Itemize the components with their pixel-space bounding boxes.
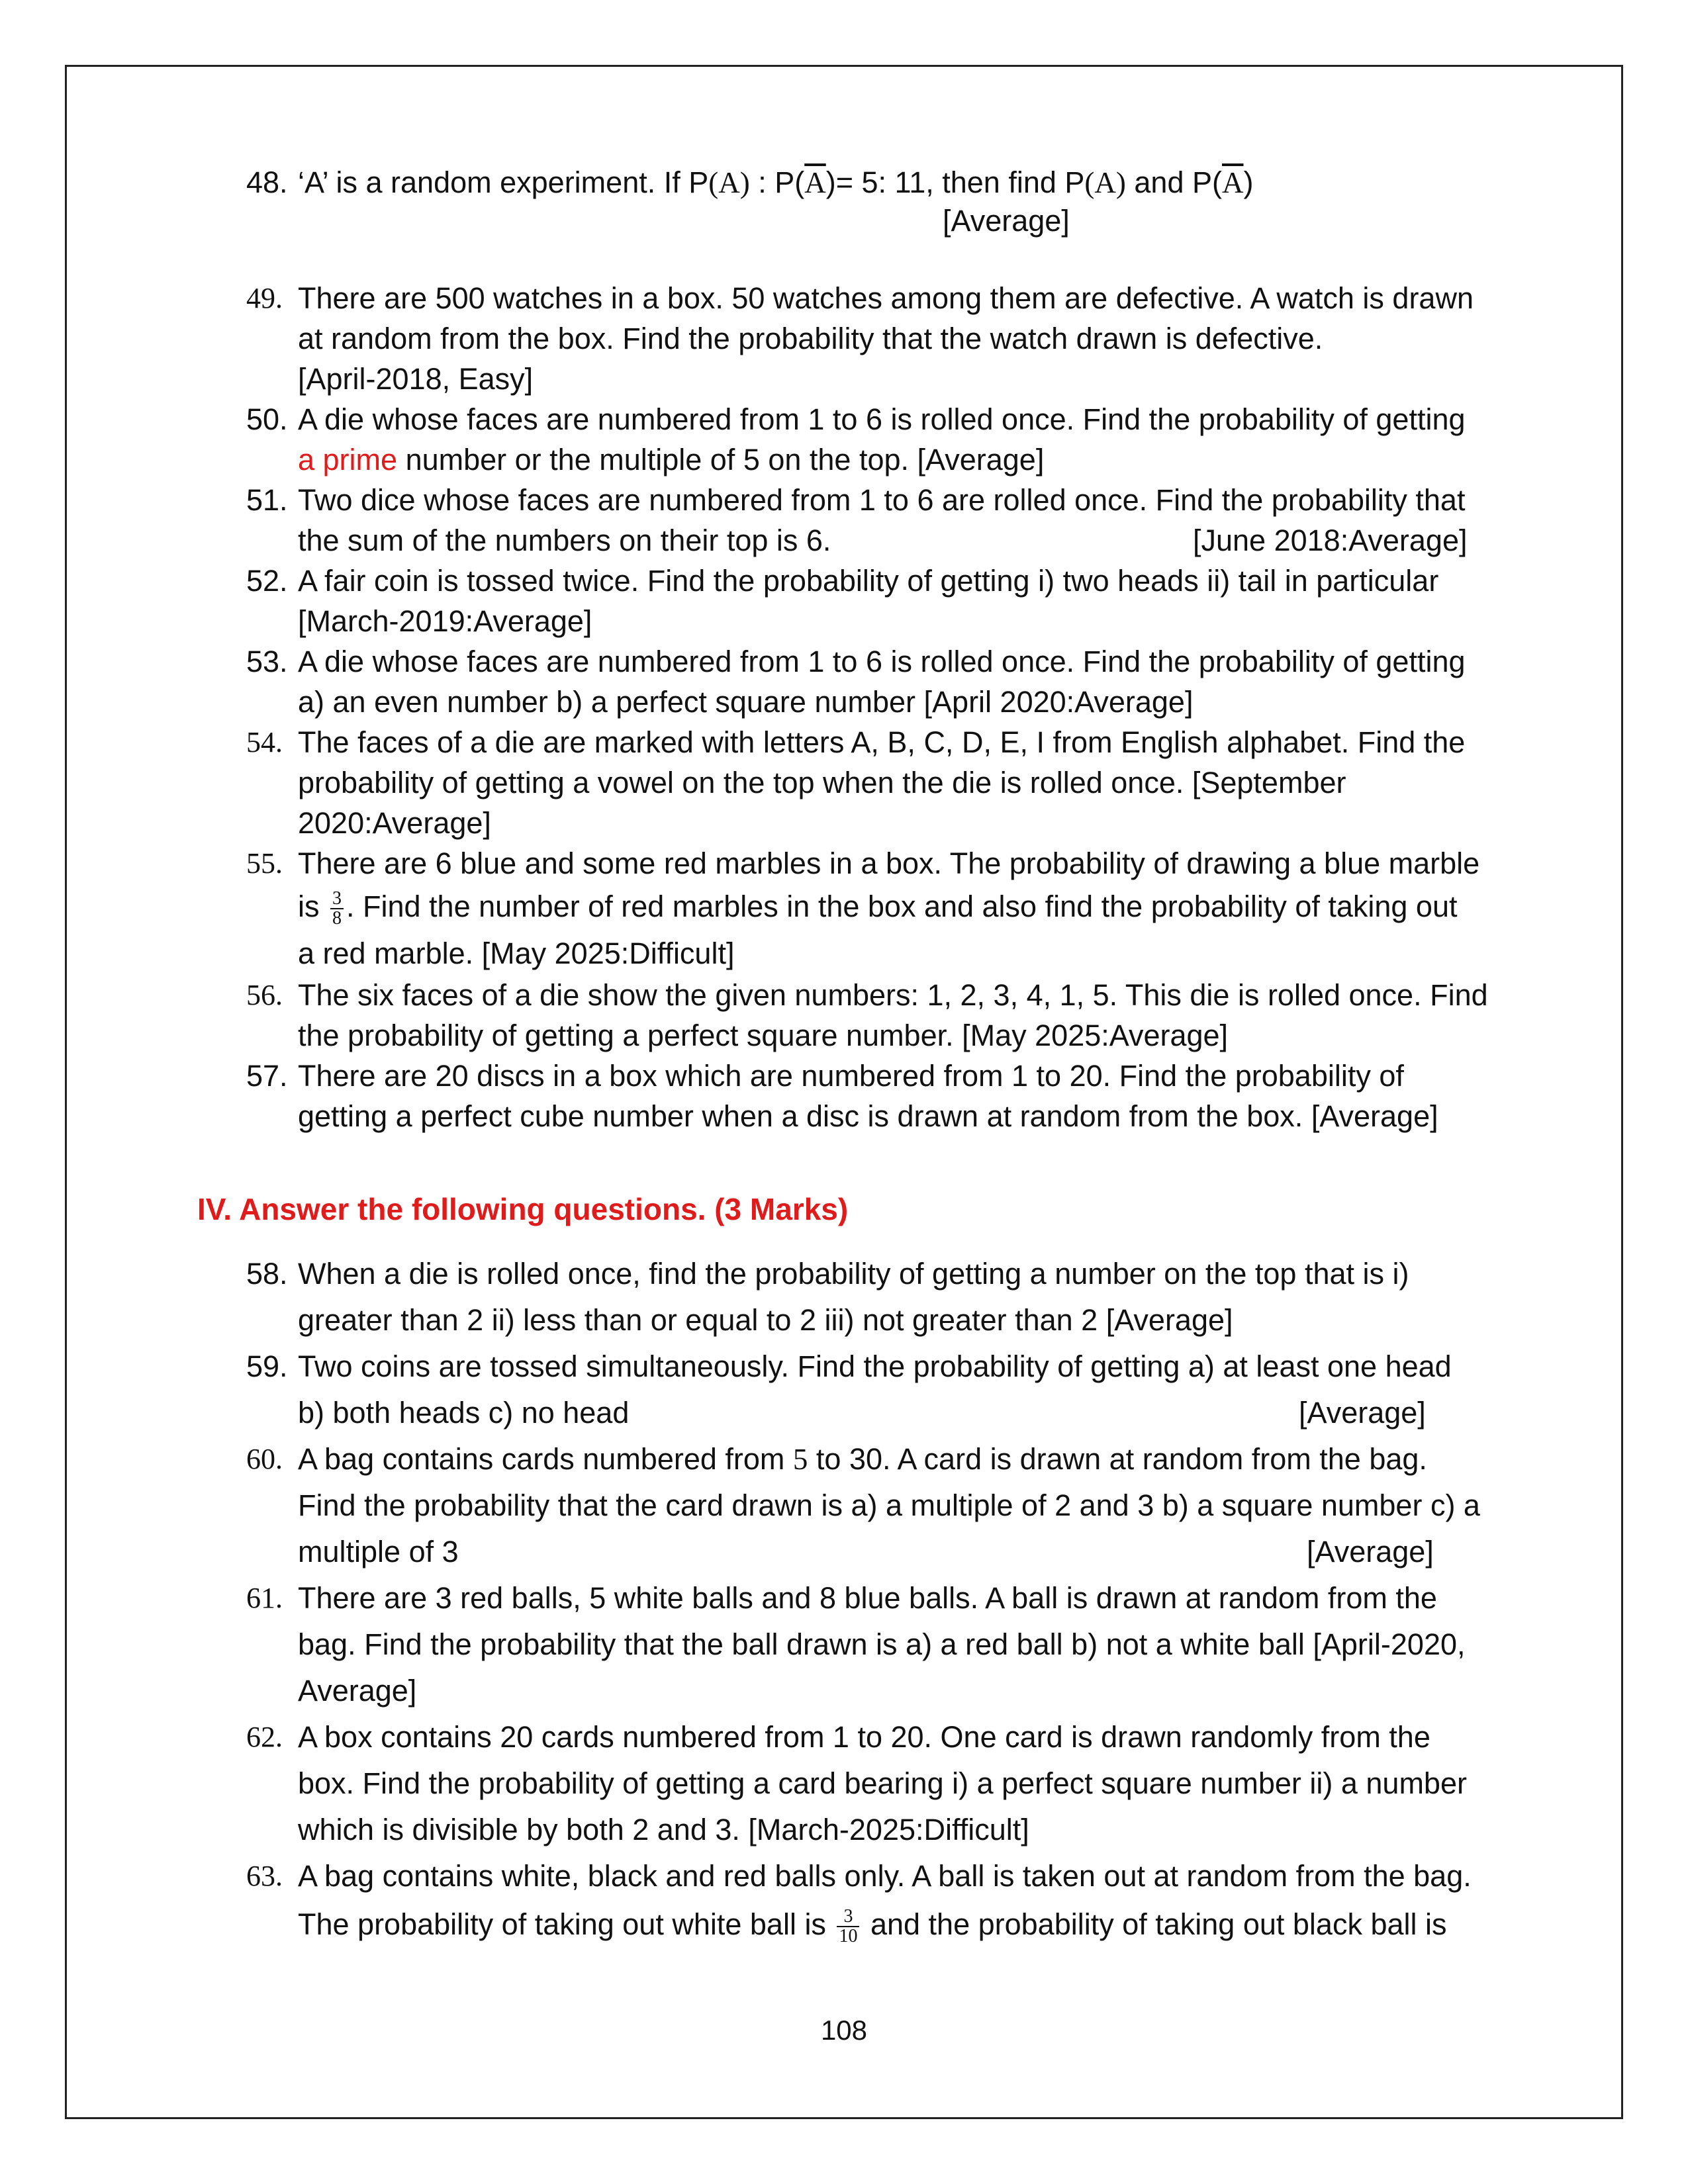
fraction-3-10: $\frac{3}{10}$: [837, 1907, 859, 1946]
question-54-line-2: probability of getting a vowel on the top when the die is rolled once. [September: [298, 766, 1346, 799]
question-54-line-3: 2020:Average]: [298, 806, 491, 840]
question-53-line-2: a) an even number b) a perfect square number [April 2020:Average]: [298, 685, 1194, 719]
question-60-line-3: multiple of 3: [298, 1535, 459, 1569]
question-61-line-3: Average]: [298, 1674, 417, 1707]
page-number: 108: [820, 2015, 868, 2046]
question-61-line-1: There are 3 red balls, 5 white balls and 8 blue balls. A ball is drawn at random from the: [298, 1581, 1437, 1615]
question-52-line-1: A fair coin is tossed twice. Find the probability of getting i) two heads ii) tail in particular: [298, 564, 1439, 598]
question-51-number: 51.: [246, 483, 288, 517]
question-52-number: 52.: [246, 564, 288, 598]
question-63-line-2: The probability of taking out white ball is $\frac{3}{10}$ and the probability of taking out black ball is: [298, 1906, 1447, 1947]
section-heading: IV. Answer the following questions. (3 Marks): [197, 1192, 849, 1226]
question-56-line-1: The six faces of a die show the given numbers: 1, 2, 3, 4, 1, 5. This die is rolled once. Find: [298, 978, 1488, 1012]
question-50-number: 50.: [246, 402, 288, 436]
question-55-number: 55.: [246, 847, 283, 880]
question-51-line-1: Two dice whose faces are numbered from 1 to 6 are rolled once. Find the probability that: [298, 483, 1466, 517]
question-61-line-2: bag. Find the probability that the ball drawn is a) a red ball b) not a white ball [April-2020,: [298, 1627, 1466, 1661]
question-51-line-2: the sum of the numbers on their top is 6.: [298, 523, 831, 557]
question-49-line-1: There are 500 watches in a box. 50 watches among them are defective. A watch is drawn: [298, 281, 1474, 315]
question-48-text: ‘A’ is a random experiment. If P(A) : $P(\overline{A})= 5$: 11, then find P(A) and $P(\overline{A})$: [298, 165, 1254, 199]
question-63-line-1: A bag contains white, black and red balls only. A ball is taken out at random from the bag.: [298, 1859, 1472, 1893]
question-54-number: 54.: [246, 726, 283, 758]
question-56-line-2: the probability of getting a perfect square number. [May 2025:Average]: [298, 1019, 1229, 1052]
question-53-line-1: A die whose faces are numbered from 1 to 6 is rolled once. Find the probability of getting: [298, 645, 1466, 678]
question-50-line-2: a prime number or the multiple of 5 on the top. [Average]: [298, 443, 1045, 477]
question-60-tag: [Average]: [1307, 1535, 1434, 1569]
question-60-line-2: Find the probability that the card drawn is a) a multiple of 2 and 3 b) a square number c) a: [298, 1488, 1480, 1522]
question-60-number: 60.: [246, 1443, 283, 1475]
question-52-line-2: [March-2019:Average]: [298, 604, 592, 638]
question-61-number: 61.: [246, 1582, 283, 1614]
question-49-line-2: at random from the box. Find the probability that the watch drawn is defective.: [298, 322, 1323, 355]
fraction-3-8: $\frac{3}{8}$: [330, 889, 344, 928]
question-58-line-1: When a die is rolled once, find the probability of getting a number on the top that is i): [298, 1257, 1409, 1291]
question-60-line-1: A bag contains cards numbered from 5 to 30. A card is drawn at random from the bag.: [298, 1442, 1427, 1476]
question-51-tag: [June 2018:Average]: [1193, 523, 1468, 557]
question-62-line-3: which is divisible by both 2 and 3. [March-2025:Difficult]: [298, 1813, 1029, 1846]
question-57-number: 57.: [246, 1059, 288, 1093]
question-62-number: 62.: [246, 1721, 283, 1753]
question-59-tag: [Average]: [1299, 1396, 1426, 1430]
question-55-line-3: a red marble. [May 2025:Difficult]: [298, 936, 735, 970]
question-54-line-1: The faces of a die are marked with letters A, B, C, D, E, I from English alphabet. Find the: [298, 725, 1466, 759]
question-48-number: 48.: [246, 165, 288, 199]
question-62-line-2: box. Find the probability of getting a card bearing i) a perfect square number ii) a number: [298, 1766, 1467, 1800]
question-58-number: 58.: [246, 1257, 288, 1291]
question-57-line-1: There are 20 discs in a box which are numbered from 1 to 20. Find the probability of: [298, 1059, 1404, 1093]
question-56-number: 56.: [246, 979, 283, 1011]
question-58-line-2: greater than 2 ii) less than or equal to 2 iii) not greater than 2 [Average]: [298, 1303, 1233, 1337]
question-55-line-1: There are 6 blue and some red marbles in a box. The probability of drawing a blue marble: [298, 846, 1480, 880]
question-62-line-1: A box contains 20 cards numbered from 1 to 20. One card is drawn randomly from the: [298, 1720, 1430, 1754]
question-59-line-1: Two coins are tossed simultaneously. Find the probability of getting a) at least one head: [298, 1349, 1452, 1383]
question-59-number: 59.: [246, 1349, 288, 1383]
question-53-number: 53.: [246, 645, 288, 678]
question-48-tag: [Average]: [943, 204, 1070, 238]
question-63-number: 63.: [246, 1860, 283, 1892]
question-59-line-2: b) both heads c) no head: [298, 1396, 630, 1430]
question-57-line-2: getting a perfect cube number when a disc is drawn at random from the box. [Average]: [298, 1099, 1438, 1133]
question-49-number: 49.: [246, 282, 283, 314]
question-55-line-2: is $\frac{3}{8}$ . Find the number of red marbles in the box and also find the probability of taking out: [298, 888, 1458, 929]
question-49-line-3: [April-2018, Easy]: [298, 362, 534, 396]
question-50-line-1: A die whose faces are numbered from 1 to 6 is rolled once. Find the probability of getting: [298, 402, 1466, 436]
